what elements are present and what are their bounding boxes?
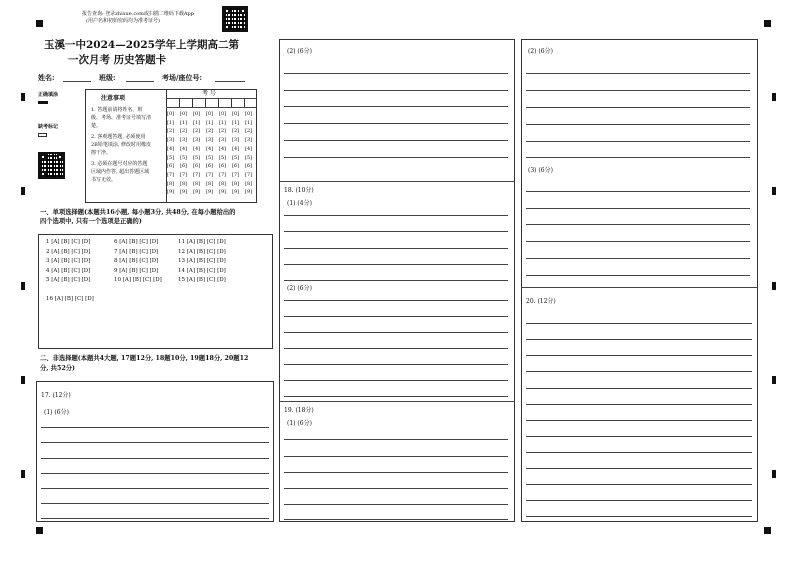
answer-line[interactable]	[41, 442, 269, 443]
alignment-mark	[772, 93, 776, 101]
answer-line[interactable]	[284, 280, 508, 281]
exam-number-bubble[interactable]: [5]	[167, 154, 175, 161]
exam-number-bubble[interactable]: [6]	[232, 163, 240, 170]
exam-number-bubble[interactable]: [3]	[167, 137, 175, 144]
answer-line[interactable]	[41, 458, 269, 459]
note-3-line-1: 3. 必须在题号对应的答题	[91, 161, 148, 167]
exam-number-bubble[interactable]: [5]	[219, 154, 227, 161]
exam-number-column-divider	[244, 98, 245, 107]
exam-number-bubble[interactable]: [4]	[180, 145, 188, 152]
q19-part3-label: (3) (6分)	[528, 167, 553, 174]
mcq-item[interactable]: 3 [A] [B] [C] [D]	[46, 258, 91, 265]
answer-line[interactable]	[284, 140, 508, 141]
answer-line[interactable]	[284, 215, 508, 216]
alignment-mark	[36, 527, 43, 534]
app-qr-code[interactable]	[222, 6, 248, 32]
exam-number-write-rule	[166, 107, 257, 108]
exam-number-bubble[interactable]: [1]	[193, 119, 201, 126]
mcq-item[interactable]: 10 [A] [B] [C] [D]	[114, 277, 162, 284]
exam-number-bubble[interactable]: [0]	[245, 111, 253, 117]
notes-title: 注意事项	[101, 95, 126, 102]
answer-line[interactable]	[284, 332, 508, 333]
section-1-heading-cont: 四个选项中, 只有一个选项是正确的)	[40, 218, 142, 225]
exam-number-bubble[interactable]: [7]	[206, 171, 214, 178]
mcq-item[interactable]: 7 [A] [B] [C] [D]	[114, 248, 159, 255]
answer-line[interactable]	[526, 241, 750, 242]
mcq-item[interactable]: 6 [A] [B] [C] [D]	[114, 239, 159, 245]
answer-line[interactable]	[526, 191, 750, 192]
exam-number-bubble[interactable]: [6]	[167, 163, 175, 170]
answer-line[interactable]	[526, 371, 752, 372]
exam-number-bubble[interactable]: [9]	[193, 189, 201, 196]
exam-number-bubble[interactable]: [5]	[245, 154, 253, 161]
answer-line[interactable]	[284, 364, 508, 365]
answer-line[interactable]	[526, 452, 752, 453]
note-2-line-3: 擦干净。	[91, 150, 112, 156]
exam-number-bubble[interactable]: [4]	[193, 145, 201, 152]
exam-number-bubble[interactable]: [8]	[219, 180, 227, 187]
alignment-mark	[21, 470, 25, 478]
answer-line[interactable]	[526, 124, 750, 125]
answer-line[interactable]	[284, 300, 508, 301]
answer-line[interactable]	[526, 355, 752, 356]
mcq-item[interactable]: 15 [A] [B] [C] [D]	[178, 277, 226, 284]
column-3-divider	[522, 287, 757, 288]
answer-line[interactable]	[284, 456, 508, 457]
alignment-mark	[21, 376, 25, 384]
exam-number-bubble[interactable]: [1]	[245, 119, 253, 126]
exam-number-bubble[interactable]: [7]	[167, 171, 175, 178]
answer-line[interactable]	[526, 157, 750, 158]
exam-number-bubble[interactable]: [5]	[180, 154, 188, 161]
exam-number-bubble[interactable]: [6]	[206, 163, 214, 170]
missing-mark-box[interactable]	[38, 133, 47, 137]
answer-line[interactable]	[41, 488, 269, 489]
q18-part2-label: (2) (6分)	[287, 285, 312, 292]
mcq-item[interactable]: 12 [A] [B] [C] [D]	[178, 248, 226, 255]
q18-part1-label: (1) (4分)	[287, 200, 312, 207]
student-qr-code	[38, 152, 65, 179]
q19-part2-label: (2) (6分)	[528, 48, 553, 55]
exam-number-column-divider	[231, 98, 232, 107]
correct-fill-sample	[38, 101, 48, 104]
answer-line[interactable]	[526, 516, 752, 517]
answer-line[interactable]	[284, 488, 508, 489]
mcq-item[interactable]: 9 [A] [B] [C] [D]	[114, 267, 159, 274]
exam-number-bubble[interactable]: [7]	[232, 171, 240, 178]
answer-line[interactable]	[284, 123, 508, 124]
exam-number-bubble[interactable]: [4]	[245, 145, 253, 152]
exam-number-bubble[interactable]: [9]	[245, 189, 253, 196]
column-2-divider	[280, 181, 514, 182]
mcq-item[interactable]: 8 [A] [B] [C] [D]	[114, 258, 159, 265]
alignment-mark	[772, 470, 776, 478]
exam-number-bubble[interactable]: [9]	[219, 189, 227, 196]
answer-line[interactable]	[284, 106, 508, 107]
answer-line[interactable]	[526, 500, 752, 501]
alignment-mark	[21, 187, 25, 195]
answer-line[interactable]	[526, 73, 750, 74]
note-1-line-3: 楚。	[91, 123, 102, 129]
section-2-heading-cont: 分, 共52分)	[40, 365, 76, 372]
exam-number-bubble[interactable]: [0]	[167, 111, 175, 117]
q19-part1-label: (1) (6分)	[287, 420, 312, 427]
column-2-divider	[280, 401, 514, 402]
answer-line[interactable]	[284, 504, 508, 505]
exam-number-bubble[interactable]: [2]	[245, 128, 253, 135]
exam-number-title: 考 号	[202, 90, 216, 97]
answer-line[interactable]	[284, 316, 508, 317]
exam-number-bubble[interactable]: [8]	[245, 180, 253, 187]
exam-number-bubble[interactable]: [0]	[206, 111, 214, 117]
answer-line[interactable]	[284, 348, 508, 349]
exam-number-bubble[interactable]: [3]	[219, 137, 227, 144]
answer-line[interactable]	[284, 90, 508, 91]
answer-line[interactable]	[284, 472, 508, 473]
seat-field[interactable]	[215, 81, 245, 82]
answer-line[interactable]	[526, 388, 752, 389]
exam-number-bubble[interactable]: [4]	[219, 145, 227, 152]
answer-line[interactable]	[526, 107, 750, 108]
mcq-item[interactable]: 4 [A] [B] [C] [D]	[46, 267, 91, 274]
answer-line[interactable]	[284, 396, 508, 397]
note-3-line-2: 区域内作答, 超出答题区域	[91, 169, 150, 175]
exam-number-bubble[interactable]: [8]	[167, 180, 175, 187]
exam-number-bubble[interactable]: [7]	[245, 171, 253, 178]
exam-number-bubble[interactable]: [1]	[167, 119, 175, 126]
mcq-item[interactable]: 11 [A] [B] [C] [D]	[178, 239, 226, 245]
exam-number-bubble[interactable]: [0]	[193, 111, 201, 117]
answer-line[interactable]	[284, 439, 508, 440]
exam-number-bubble[interactable]: [5]	[206, 154, 214, 161]
answer-line[interactable]	[41, 427, 269, 428]
answer-line[interactable]	[284, 519, 508, 520]
q19-title: 19. (18分)	[284, 407, 314, 414]
exam-number-bubble[interactable]: [5]	[193, 154, 201, 161]
mcq-item[interactable]: 2 [A] [B] [C] [D]	[46, 248, 91, 255]
alignment-mark	[772, 376, 776, 384]
answer-line[interactable]	[526, 323, 752, 324]
answer-line[interactable]	[526, 436, 752, 437]
exam-number-bubble[interactable]: [9]	[232, 189, 240, 196]
note-1-line-1: 1. 答题前请将姓名、班	[91, 107, 143, 113]
exam-number-bubble[interactable]: [3]	[206, 137, 214, 144]
exam-number-bubble[interactable]: [5]	[232, 154, 240, 161]
answer-line[interactable]	[284, 157, 508, 158]
answer-line[interactable]	[284, 248, 508, 249]
exam-number-bubble[interactable]: [2]	[219, 128, 227, 135]
answer-line[interactable]	[41, 503, 269, 504]
answer-line[interactable]	[526, 208, 750, 209]
q18-title: 18. (10分)	[284, 187, 314, 194]
answer-line[interactable]	[526, 224, 750, 225]
class-field[interactable]	[126, 81, 154, 82]
exam-number-bubble[interactable]: [2]	[167, 128, 175, 135]
q17-title: 17. (12分)	[41, 392, 71, 399]
exam-number-bubble[interactable]: [2]	[206, 128, 214, 135]
exam-number-bubble[interactable]: [6]	[245, 163, 253, 170]
exam-number-bubble[interactable]: [1]	[232, 119, 240, 126]
note-2-line-2: 2B铅笔填涂, 修改时用橡皮	[91, 142, 152, 148]
name-label: 姓名:	[38, 73, 55, 82]
answer-line[interactable]	[41, 473, 269, 474]
exam-number-bubble[interactable]: [1]	[180, 119, 188, 126]
mcq-item[interactable]: 13 [A] [B] [C] [D]	[178, 258, 226, 265]
exam-number-bubble[interactable]: [2]	[180, 128, 188, 135]
answer-line[interactable]	[526, 275, 750, 276]
mcq-item[interactable]: 14 [A] [B] [C] [D]	[178, 267, 226, 274]
answer-line[interactable]	[526, 141, 750, 142]
exam-number-bubble[interactable]: [9]	[206, 189, 214, 196]
exam-number-bubble[interactable]: [4]	[232, 145, 240, 152]
answer-line[interactable]	[284, 73, 508, 74]
exam-number-bubble[interactable]: [6]	[193, 163, 201, 170]
exam-number-bubble[interactable]: [8]	[206, 180, 214, 187]
answer-line[interactable]	[526, 339, 752, 340]
exam-number-bubble[interactable]: [1]	[206, 119, 214, 126]
exam-number-bubble[interactable]: [3]	[180, 137, 188, 144]
answer-line[interactable]	[526, 258, 750, 259]
exam-number-column-divider	[218, 98, 219, 107]
exam-number-bubble[interactable]: [3]	[193, 137, 201, 144]
answer-line[interactable]	[284, 231, 508, 232]
alignment-mark	[36, 20, 43, 27]
exam-number-column-divider	[179, 98, 180, 107]
note-3-line-3: 书写无效。	[91, 177, 117, 183]
alignment-mark	[772, 282, 776, 290]
page-subtitle: 一次月考 历史答题卡	[68, 54, 167, 66]
exam-number-bubble[interactable]: [7]	[193, 171, 201, 178]
exam-number-bubble[interactable]: [2]	[232, 128, 240, 135]
section-2-heading: 二、非选择题(本题共4大题, 17题12分, 18题10分, 19题18分, 20题12	[40, 355, 249, 362]
exam-number-bubble[interactable]: [8]	[180, 180, 188, 187]
exam-number-bubble[interactable]: [1]	[219, 119, 227, 126]
q17-part2-label: (2) (6分)	[287, 48, 312, 55]
alignment-mark	[764, 527, 771, 534]
answer-line[interactable]	[526, 468, 752, 469]
exam-number-bubble[interactable]: [8]	[193, 180, 201, 187]
exam-number-bubble[interactable]: [9]	[180, 189, 188, 196]
exam-number-bubble[interactable]: [3]	[232, 137, 240, 144]
section-1-heading: 一、单项选择题(本题共16小题, 每小题3分, 共48分, 在每小题给出的	[40, 209, 236, 216]
alignment-mark	[21, 93, 25, 101]
name-field[interactable]	[63, 81, 91, 82]
page-title: 玉溪一中2024—2025学年上学期高二第	[44, 39, 239, 51]
q17-answer-box[interactable]	[36, 381, 274, 522]
answer-line[interactable]	[41, 518, 269, 519]
login-hint: (用户名和初始密码均为准考证号)	[86, 18, 160, 24]
exam-number-column-divider	[205, 98, 206, 107]
mcq-item[interactable]: 5 [A] [B] [C] [D]	[46, 277, 91, 284]
exam-number-bubble[interactable]: [0]	[180, 111, 188, 117]
exam-number-bubble[interactable]: [9]	[167, 189, 175, 196]
exam-number-column-divider	[192, 98, 193, 107]
alignment-mark	[21, 282, 25, 290]
exam-number-bubble[interactable]: [4]	[167, 145, 175, 152]
exam-number-bubble[interactable]: [8]	[232, 180, 240, 187]
mcq-item[interactable]: 16 [A] [B] [C] [D]	[46, 296, 94, 302]
alignment-mark	[772, 187, 776, 195]
seat-label: 考场/座位号:	[162, 73, 203, 82]
exam-number-bubble[interactable]: [3]	[245, 137, 253, 144]
exam-number-bubble[interactable]: [7]	[180, 171, 188, 178]
missing-mark-label: 缺考标记	[38, 124, 59, 130]
answer-line[interactable]	[284, 264, 508, 265]
exam-number-bubble[interactable]: [2]	[193, 128, 201, 135]
note-2-line-1: 2. 客观题答题, 必须使用	[91, 134, 146, 140]
answer-line[interactable]	[526, 90, 750, 91]
correct-fill-label: 正确填涂	[38, 92, 59, 98]
exam-number-bubble[interactable]: [4]	[206, 145, 214, 152]
column-3-panel	[521, 39, 758, 522]
exam-number-bubble[interactable]: [0]	[232, 111, 240, 117]
alignment-mark	[764, 20, 771, 27]
mcq-item[interactable]: 1 [A] [B] [C] [D]	[46, 239, 91, 245]
q20-title: 20. (12分)	[526, 298, 556, 305]
answer-line[interactable]	[284, 380, 508, 381]
exam-number-bubble[interactable]: [6]	[180, 163, 188, 170]
exam-number-bubble[interactable]: [6]	[219, 163, 227, 170]
report-notice: 报告查询: 登录zhixue.com或扫描二维码下载App	[82, 11, 194, 17]
answer-line[interactable]	[526, 404, 752, 405]
class-label: 班级:	[99, 73, 116, 82]
answer-line[interactable]	[526, 484, 752, 485]
exam-number-bubble[interactable]: [0]	[219, 111, 227, 117]
q17-part1-label: (1) (6分)	[44, 409, 69, 416]
answer-line[interactable]	[526, 420, 752, 421]
note-1-line-2: 级、考场、准考证号填写清	[91, 115, 152, 121]
exam-number-bubble[interactable]: [7]	[219, 171, 227, 178]
